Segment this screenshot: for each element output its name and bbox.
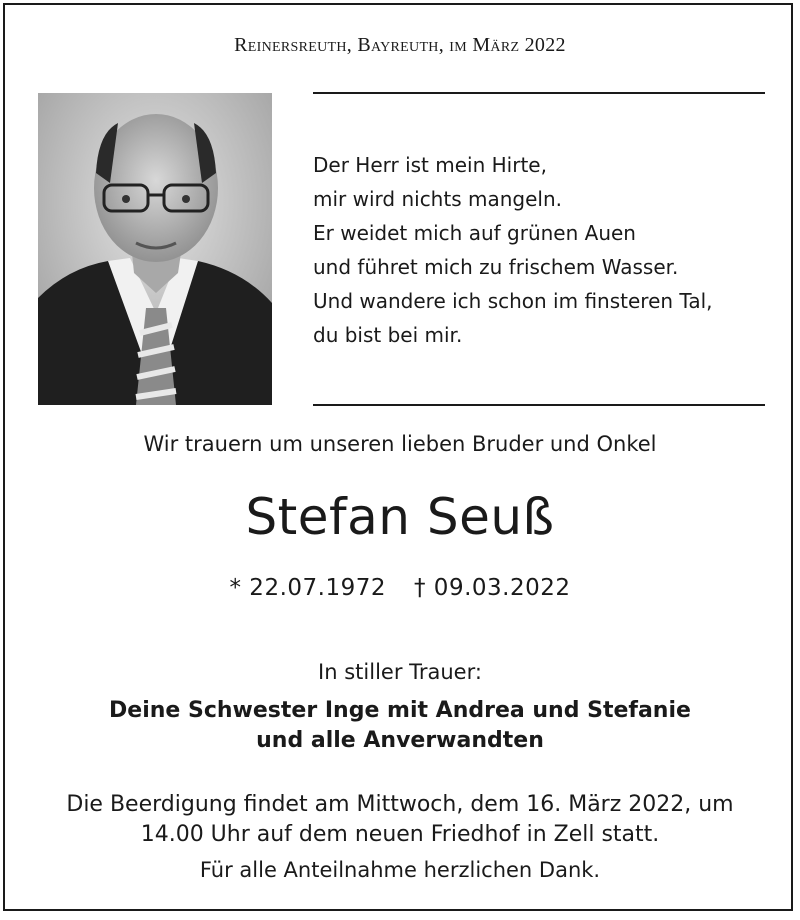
psalm-line: Der Herr ist mein Hirte, <box>313 153 547 177</box>
bottom-rule <box>313 404 765 406</box>
psalm-quote <box>313 148 712 352</box>
psalm-line: Er weidet mich auf grünen Auen <box>313 221 636 245</box>
mourners-line: Deine Schwester Inge mit Andrea und Stefanie <box>109 698 691 723</box>
thanks-note: Für alle Anteilnahme herzlichen Dank. <box>199 858 601 882</box>
death-date: † 09.03.2022 <box>414 575 571 601</box>
top-rule <box>313 92 765 94</box>
funeral-notice: Die Beerdigung findet am Mittwoch, dem 16. März 2022, um 14.00 Uhr auf dem neuen Friedhof in Zell statt. <box>66 792 734 847</box>
psalm-line: du bist bei mir. <box>313 323 463 347</box>
deceased-name: Stefan Seuß <box>245 488 555 546</box>
psalm-line: und führet mich zu frischem Wasser. <box>313 255 679 279</box>
psalm-line: Und wandere ich schon im finsteren Tal, <box>313 289 713 313</box>
mourners-list <box>0 696 800 756</box>
life-dates <box>0 575 800 601</box>
psalm-line: mir wird nichts mangeln. <box>313 187 562 211</box>
portrait-photo <box>38 93 272 405</box>
mourning-intro: Wir trauern um unseren lieben Bruder und Onkel <box>143 432 657 456</box>
birth-date: * 22.07.1972 <box>229 575 386 601</box>
location-date: Reinersreuth, Bayreuth, im März 2022 <box>234 34 566 56</box>
mourning-label: In stiller Trauer: <box>318 660 482 684</box>
mourners-line: und alle Anverwandten <box>256 728 544 753</box>
